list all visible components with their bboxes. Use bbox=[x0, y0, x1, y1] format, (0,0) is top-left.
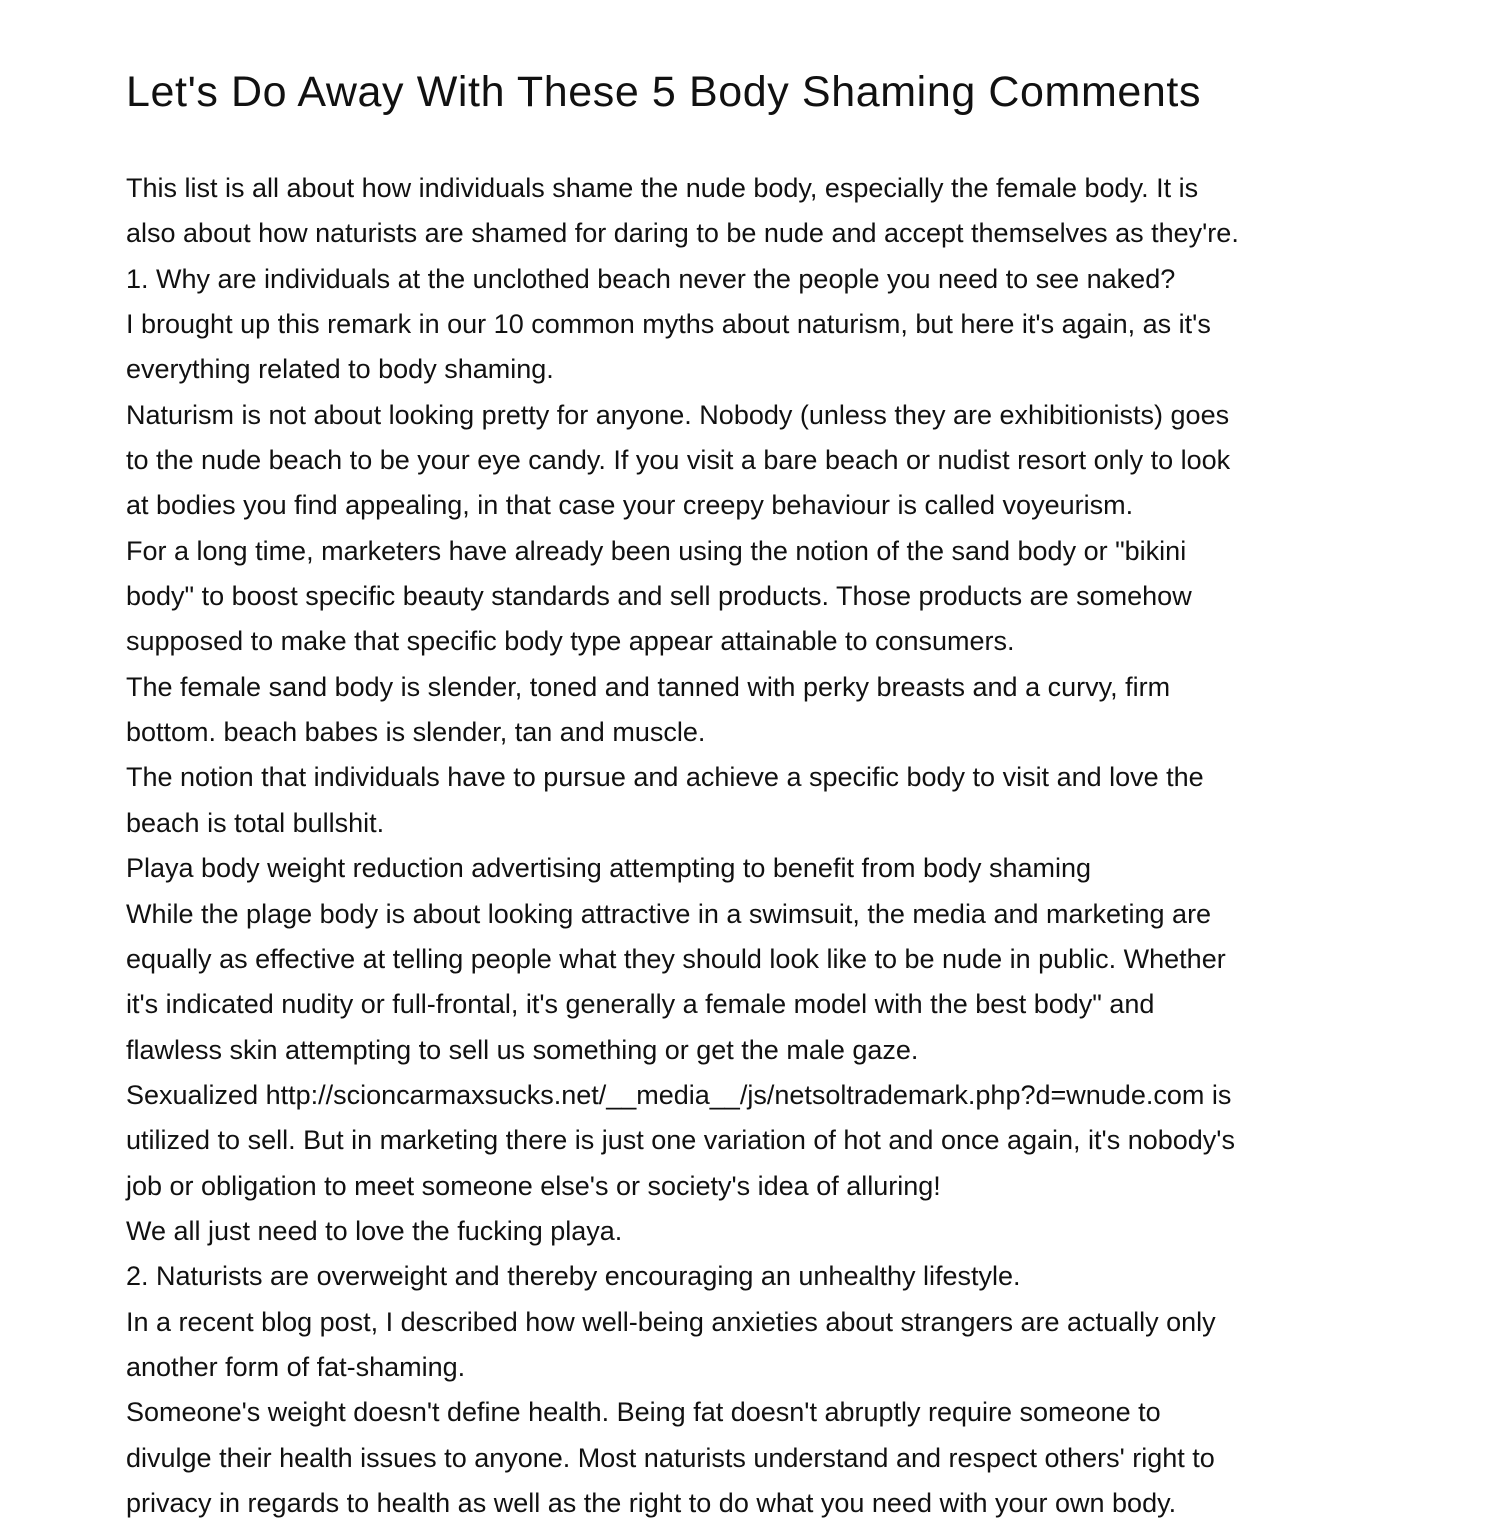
body-line: utilized to sell. But in marketing there is just one variation of hot and once again, it's nobody's bbox=[126, 1125, 1235, 1156]
body-line: everything related to body shaming. bbox=[126, 354, 554, 385]
body-line: it's indicated nudity or full-frontal, it's generally a female model with the best body" and bbox=[126, 989, 1155, 1020]
body-line: bottom. beach babes is slender, tan and muscle. bbox=[126, 717, 706, 748]
body-line: We all just need to love the fucking playa. bbox=[126, 1215, 623, 1246]
body-line: Sexualized http://scioncarmaxsucks.net/__media__/js/netsoltrademark.php?d=wnude.com is bbox=[126, 1079, 1232, 1110]
body-line: Naturism is not about looking pretty for anyone. Nobody (unless they are exhibitionists) goes bbox=[126, 399, 1230, 430]
body-line: While the plage body is about looking attractive in a swimsuit, the media and marketing are bbox=[126, 898, 1212, 929]
document-body bbox=[126, 166, 1386, 1526]
body-line: divulge their health issues to anyone. Most naturists understand and respect others' right to bbox=[126, 1442, 1215, 1473]
body-line: equally as effective at telling people what they should look like to be nude in public. Whether bbox=[126, 943, 1226, 974]
body-line: flawless skin attempting to sell us something or get the male gaze. bbox=[126, 1034, 919, 1065]
body-line: also about how naturists are shamed for daring to be nude and accept themselves as they're. bbox=[126, 218, 1239, 249]
body-line: The notion that individuals have to pursue and achieve a specific body to visit and love the bbox=[126, 762, 1204, 793]
body-line: at bodies you find appealing, in that case your creepy behaviour is called voyeurism. bbox=[126, 490, 1134, 521]
body-line: privacy in regards to health as well as the right to do what you need with your own body. bbox=[126, 1487, 1177, 1518]
body-line: This list is all about how individuals shame the nude body, especially the female body. It is bbox=[126, 173, 1199, 203]
body-line: another form of fat-shaming. bbox=[126, 1351, 466, 1382]
body-line: I brought up this remark in our 10 common myths about naturism, but here it's again, as it's bbox=[126, 309, 1211, 340]
body-line: The female sand body is slender, toned and tanned with perky breasts and a curvy, firm bbox=[126, 671, 1171, 702]
body-line: job or obligation to meet someone else's or society's idea of alluring! bbox=[126, 1170, 941, 1201]
body-line: Someone's weight doesn't define health. Being fat doesn't abruptly require someone to bbox=[126, 1397, 1161, 1428]
body-line: to the nude beach to be your eye candy. If you visit a bare beach or nudist resort only to look bbox=[126, 445, 1231, 476]
body-line: In a recent blog post, I described how well-being anxieties about strangers are actually only bbox=[126, 1306, 1216, 1337]
body-line: 1. Why are individuals at the unclothed beach never the people you need to see naked? bbox=[126, 263, 1176, 294]
body-line: 2. Naturists are overweight and thereby encouraging an unhealthy lifestyle. bbox=[126, 1261, 1021, 1292]
body-line: Playa body weight reduction advertising attempting to benefit from body shaming bbox=[126, 853, 1092, 884]
body-line: beach is total bullshit. bbox=[126, 807, 385, 838]
document-title: Let's Do Away With These 5 Body Shaming Comments bbox=[126, 68, 1202, 116]
body-line: supposed to make that specific body type appear attainable to consumers. bbox=[126, 626, 1015, 657]
body-line: body" to boost specific beauty standards and sell products. Those products are somehow bbox=[126, 581, 1192, 612]
body-line: For a long time, marketers have already been using the notion of the sand body or "bikini bbox=[126, 535, 1187, 566]
